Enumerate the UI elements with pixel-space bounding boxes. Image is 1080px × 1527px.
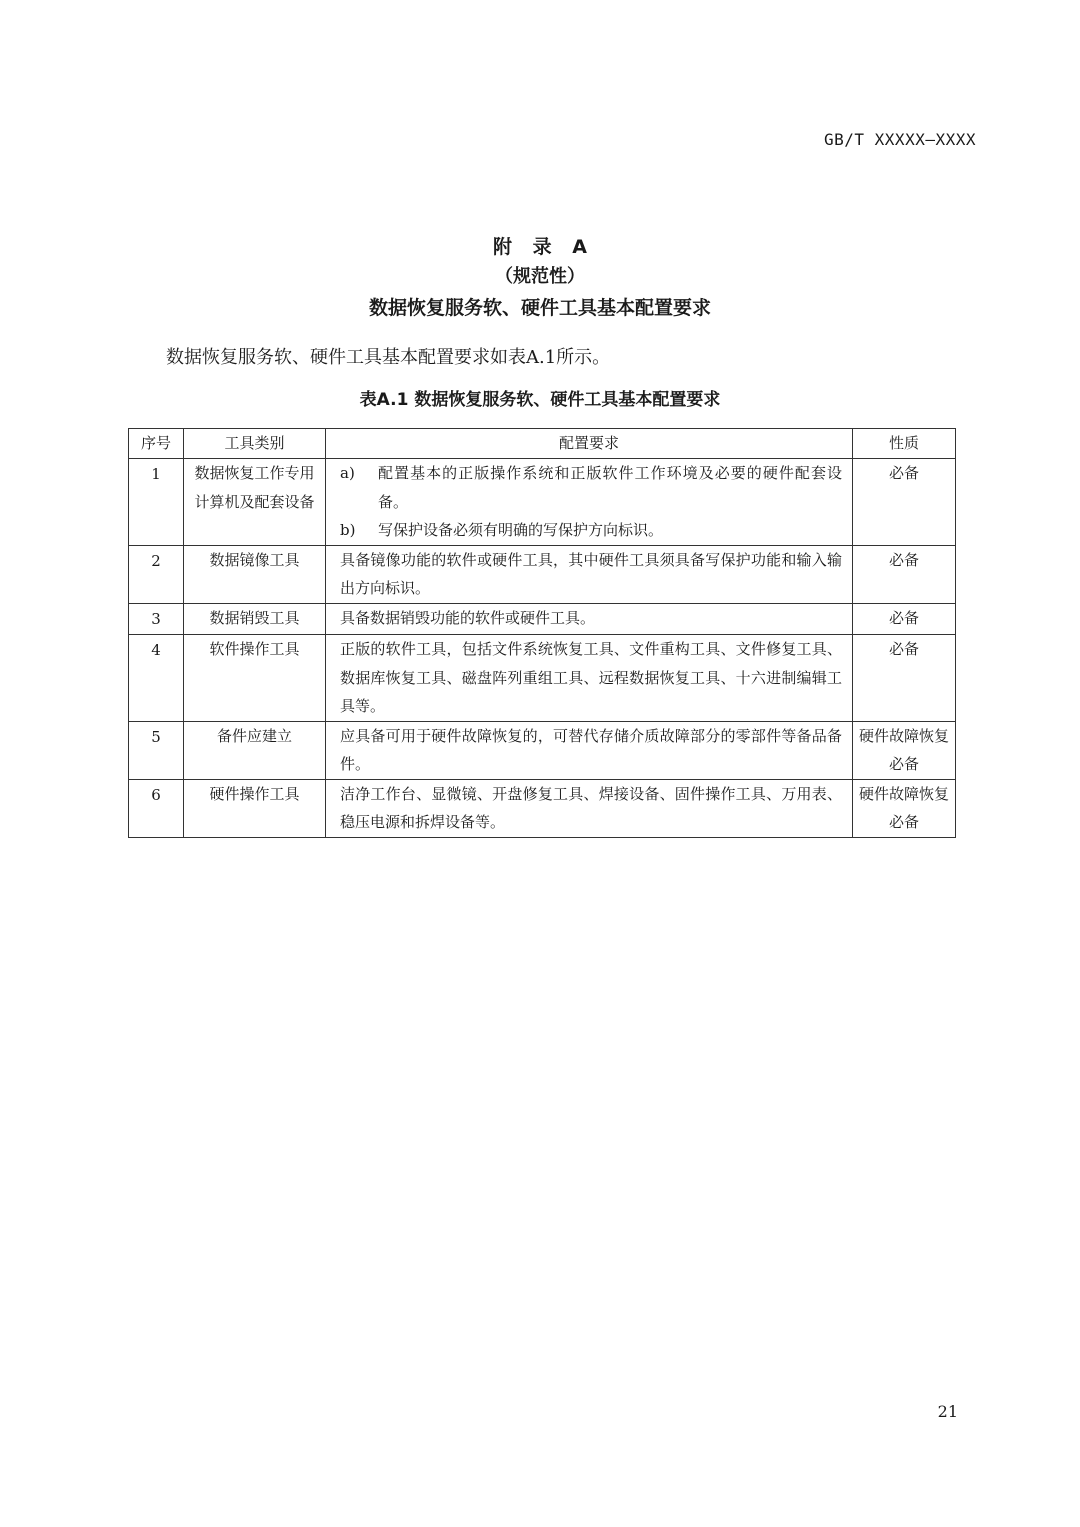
appendix-nature: （规范性） <box>495 266 585 287</box>
header-no: 序号 <box>129 429 184 459</box>
row-nature: 硬件故障恢复必备 <box>853 779 956 837</box>
row-category: 数据销毁工具 <box>184 603 326 635</box>
row-category: 备件应建立 <box>184 721 326 779</box>
requirement-item <box>340 516 842 545</box>
row-nature: 必备 <box>853 603 956 635</box>
row-requirement: 应具备可用于硬件故障恢复的，可替代存储介质故障部分的零部件等备品备件。 <box>326 721 853 779</box>
row-no: 2 <box>129 545 184 603</box>
row-requirement: 洁净工作台、显微镜、开盘修复工具、焊接设备、固件操作工具、万用表、稳压电源和拆焊设备等。 <box>326 779 853 837</box>
table-caption: 表A.1 数据恢复服务软、硬件工具基本配置要求 <box>359 390 721 410</box>
header-requirement: 配置要求 <box>326 429 853 459</box>
row-nature: 必备 <box>853 459 956 546</box>
table-row <box>129 459 956 546</box>
appendix-heading <box>0 232 1080 324</box>
requirements-table <box>128 428 956 838</box>
page-number: 21 <box>937 1402 958 1421</box>
row-no: 1 <box>129 459 184 546</box>
row-category: 数据镜像工具 <box>184 545 326 603</box>
row-requirement: 具备镜像功能的软件或硬件工具，其中硬件工具须具备写保护功能和输入输出方向标识。 <box>326 545 853 603</box>
row-no: 5 <box>129 721 184 779</box>
row-requirement <box>326 459 853 546</box>
table-row <box>129 779 956 837</box>
item-marker: a) <box>340 464 355 482</box>
table-row <box>129 545 956 603</box>
intro-paragraph: 数据恢复服务软、硬件工具基本配置要求如表A.1所示。 <box>166 347 611 368</box>
item-marker: b) <box>340 521 356 539</box>
row-category: 软件操作工具 <box>184 635 326 722</box>
row-no: 4 <box>129 635 184 722</box>
row-nature: 必备 <box>853 545 956 603</box>
row-nature: 硬件故障恢复必备 <box>853 721 956 779</box>
row-requirement: 具备数据销毁功能的软件或硬件工具。 <box>326 603 853 635</box>
row-requirement: 正版的软件工具，包括文件系统恢复工具、文件重构工具、文件修复工具、数据库恢复工具、磁盘阵列重组工具、远程数据恢复工具、十六进制编辑工具等。 <box>326 635 853 722</box>
table-header-row <box>129 429 956 459</box>
row-no: 6 <box>129 779 184 837</box>
table-row <box>129 635 956 722</box>
standard-code: GB/T XXXXX—XXXX <box>824 130 976 149</box>
item-text: 写保护设备必须有明确的写保护方向标识。 <box>378 521 664 539</box>
row-category: 硬件操作工具 <box>184 779 326 837</box>
appendix-subject: 数据恢复服务软、硬件工具基本配置要求 <box>368 297 711 319</box>
row-category: 数据恢复工作专用计算机及配套设备 <box>184 459 326 546</box>
appendix-title: 附 录 A <box>493 236 587 258</box>
row-no: 3 <box>129 603 184 635</box>
header-nature: 性质 <box>853 429 956 459</box>
table-row <box>129 603 956 635</box>
header-category: 工具类别 <box>184 429 326 459</box>
requirement-item <box>340 459 842 516</box>
table-row <box>129 721 956 779</box>
item-text: 配置基本的正版操作系统和正版软件工作环境及必要的硬件配套设备。 <box>378 464 842 511</box>
row-nature: 必备 <box>853 635 956 722</box>
